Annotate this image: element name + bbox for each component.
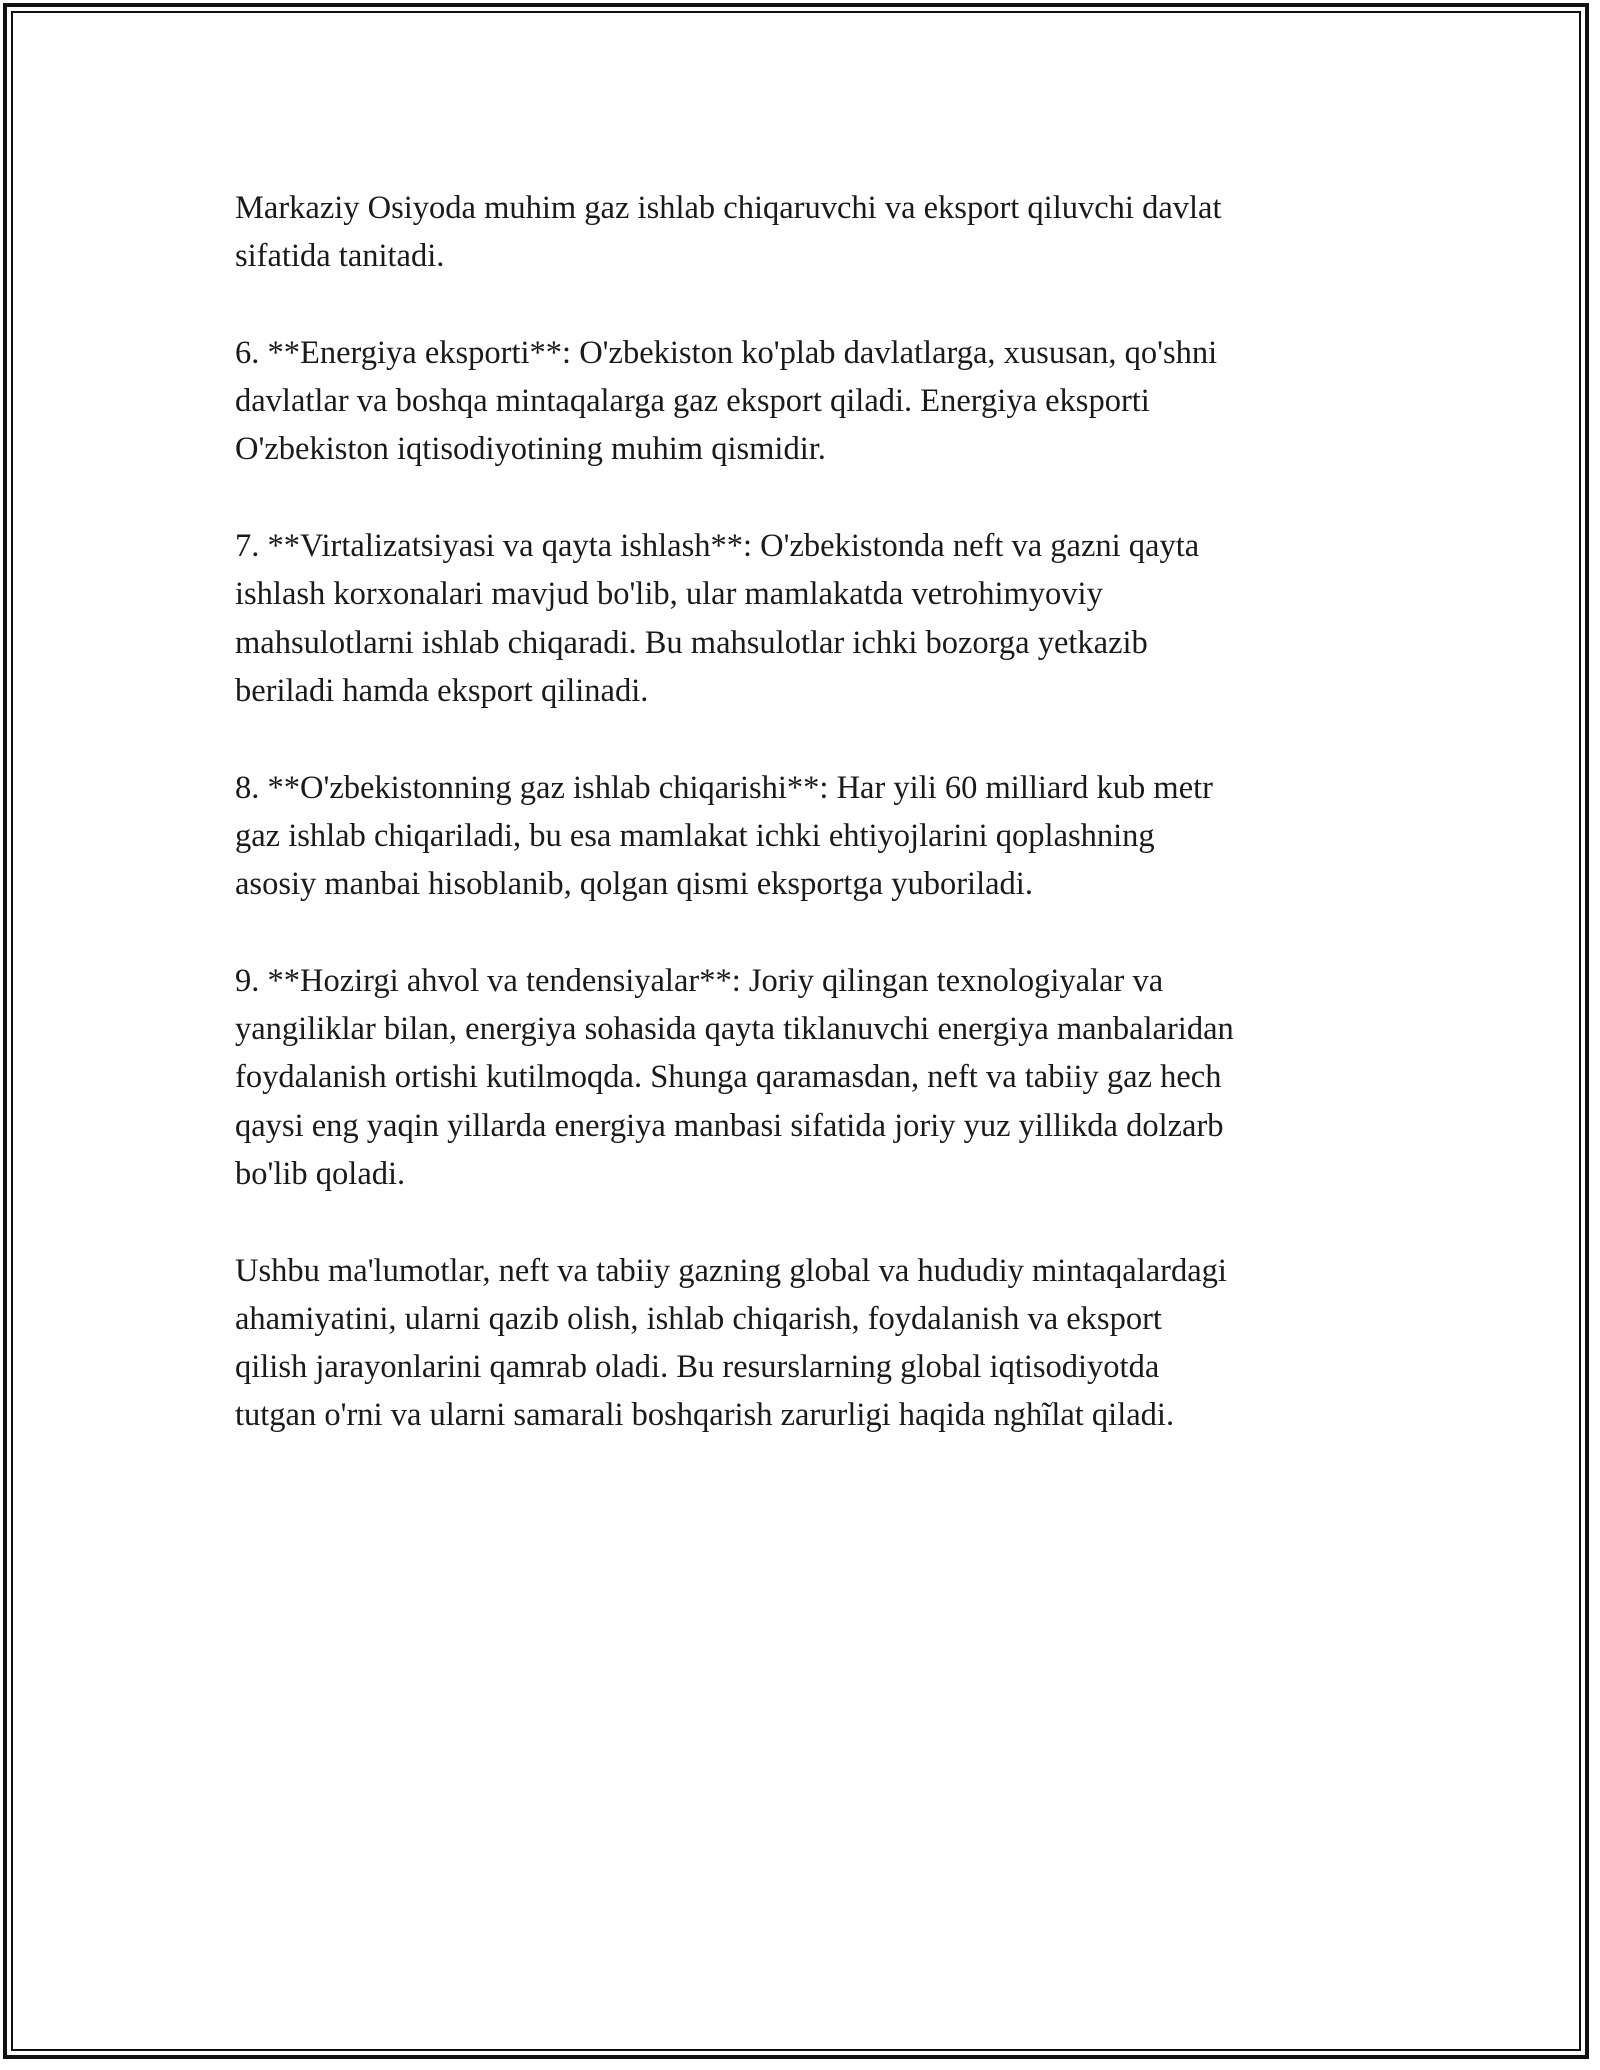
paragraph-intro-continuation: Markaziy Osiyoda muhim gaz ishlab chiqaruvchi va eksport qiluvchi davlat sifatida tanitadi. [235, 190, 1222, 275]
paragraph-conclusion: Ushbu ma'lumotlar, neft va tabiiy gazning global va hududiy mintaqalardagi ahamiyatini, ularni qazib olish, ishlab chiqarish, foydalanish va eksport qilish jarayonlarini qamrab oladi. Bu resurslarning global iqtisodiyotda tutgan o'rni va ularni samarali boshqarish zarurligi haqida nghĩlat qiladi. [235, 1252, 1227, 1434]
paragraph-processing: 7. **Virtalizatsiyasi va qayta ishlash**: O'zbekistonda neft va gazni qayta ishlash korxonalari mavjud bo'lib, ular mamlakatda vetrohimyoviy mahsulotlarni ishlab chiqaradi. Bu mahsulotlar ichki bozorga yetkazib beriladi hamda eksport qilinadi. [235, 528, 1200, 709]
paragraph-gas-production: 8. **O'zbekistonning gaz ishlab chiqarishi**: Har yili 60 milliard kub metr gaz ishlab chiqariladi, bu esa mamlakat ichki ehtiyojlarini qoplashning asosiy manbai hisoblanib, qolgan qismi eksportga yuboriladi. [235, 769, 1213, 903]
document-body [235, 184, 1395, 1488]
paragraph-energy-export: 6. **Energiya eksporti**: O'zbekiston ko'plab davlatlarga, xususan, qo'shni davlatlar va boshqa mintaqalarga gaz eksport qiladi. Energiya eksporti O'zbekiston iqtisodiyotining muhim qismidir. [235, 334, 1218, 468]
paragraph-current-trends: 9. **Hozirgi ahvol va tendensiyalar**: Joriy qilingan texnologiyalar va yangiliklar bilan, energiya sohasida qayta tiklanuvchi energiya manbalaridan foydalanish ortishi kutilmoqda. Shunga qaramasdan, neft va tabiiy gaz hech qaysi eng yaqin yillarda energiya manbasi sifatida joriy yuz yillikda dolzarb bo'lib qoladi. [235, 962, 1234, 1192]
